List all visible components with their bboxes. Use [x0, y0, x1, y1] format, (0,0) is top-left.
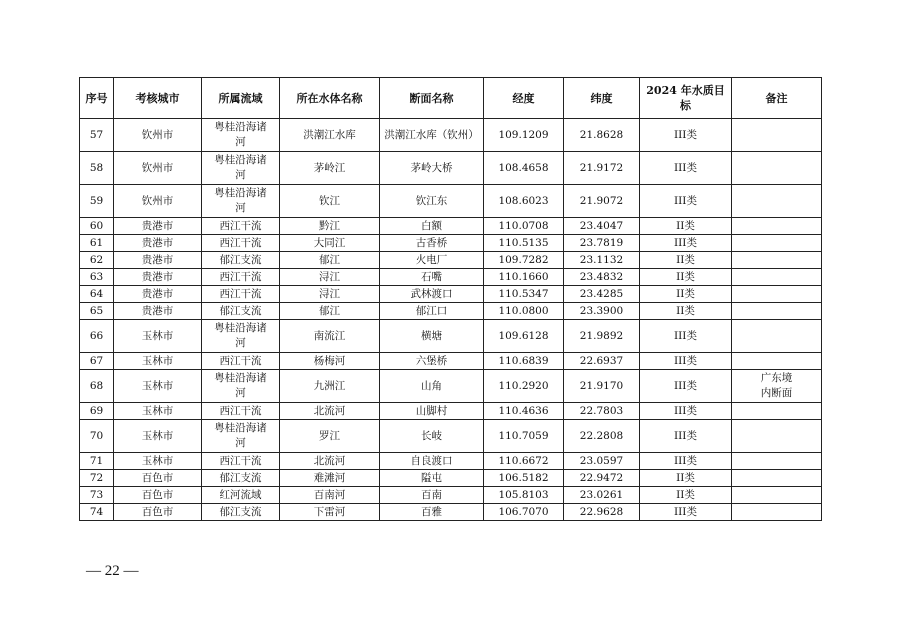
- cell-longitude: 106.5182: [484, 470, 564, 487]
- cell-water-body: 南流江: [280, 320, 380, 353]
- cell-basin: 西江干流: [202, 353, 280, 370]
- cell-seq: 65: [80, 303, 114, 320]
- table-row: [80, 353, 822, 370]
- cell-target: III类: [640, 353, 732, 370]
- cell-remark: [732, 303, 822, 320]
- table-row: [80, 269, 822, 286]
- cell-city: 玉林市: [114, 320, 202, 353]
- cell-longitude: 106.7070: [484, 504, 564, 521]
- cell-latitude: 22.9472: [564, 470, 640, 487]
- cell-water-body: 黔江: [280, 218, 380, 235]
- cell-city: 贵港市: [114, 286, 202, 303]
- cell-basin: 粤桂沿海诸 河: [202, 152, 280, 185]
- cell-latitude: 23.3900: [564, 303, 640, 320]
- cell-latitude: 23.0597: [564, 453, 640, 470]
- cell-latitude: 23.0261: [564, 487, 640, 504]
- cell-longitude: 108.4658: [484, 152, 564, 185]
- cell-basin: 郁江支流: [202, 252, 280, 269]
- cell-latitude: 23.7819: [564, 235, 640, 252]
- cell-longitude: 110.2920: [484, 370, 564, 403]
- cell-city: 钦州市: [114, 119, 202, 152]
- table-row: [80, 504, 822, 521]
- cell-city: 玉林市: [114, 403, 202, 420]
- cell-section: 郁江口: [380, 303, 484, 320]
- cell-remark: [732, 235, 822, 252]
- water-quality-table: [79, 77, 822, 521]
- cell-basin: 郁江支流: [202, 303, 280, 320]
- table-row: [80, 303, 822, 320]
- cell-basin: 西江干流: [202, 403, 280, 420]
- cell-target: III类: [640, 504, 732, 521]
- cell-longitude: 109.6128: [484, 320, 564, 353]
- cell-city: 贵港市: [114, 218, 202, 235]
- cell-seq: 59: [80, 185, 114, 218]
- cell-section: 长岐: [380, 420, 484, 453]
- cell-water-body: 北流河: [280, 403, 380, 420]
- table-row: [80, 470, 822, 487]
- cell-seq: 57: [80, 119, 114, 152]
- page-number: — 22 —: [86, 563, 139, 579]
- cell-remark: [732, 218, 822, 235]
- cell-basin: 西江干流: [202, 453, 280, 470]
- table-row: [80, 218, 822, 235]
- cell-longitude: 110.6839: [484, 353, 564, 370]
- cell-seq: 60: [80, 218, 114, 235]
- cell-basin: 粤桂沿海诸 河: [202, 370, 280, 403]
- cell-basin: 粤桂沿海诸 河: [202, 420, 280, 453]
- cell-target: III类: [640, 235, 732, 252]
- cell-city: 玉林市: [114, 453, 202, 470]
- cell-water-body: 杨梅河: [280, 353, 380, 370]
- table-row: [80, 286, 822, 303]
- cell-section: 古香桥: [380, 235, 484, 252]
- cell-remark: [732, 470, 822, 487]
- header-remark: 备注: [732, 78, 822, 119]
- cell-city: 玉林市: [114, 420, 202, 453]
- cell-target: III类: [640, 320, 732, 353]
- cell-section: 百雅: [380, 504, 484, 521]
- cell-basin: 郁江支流: [202, 470, 280, 487]
- cell-seq: 68: [80, 370, 114, 403]
- cell-section: 洪潮江水库（钦州）: [380, 119, 484, 152]
- cell-longitude: 110.7059: [484, 420, 564, 453]
- cell-remark: [732, 252, 822, 269]
- cell-longitude: 110.0800: [484, 303, 564, 320]
- cell-longitude: 110.6672: [484, 453, 564, 470]
- table-row: [80, 453, 822, 470]
- cell-target: III类: [640, 119, 732, 152]
- table-row: [80, 252, 822, 269]
- cell-seq: 71: [80, 453, 114, 470]
- cell-target: III类: [640, 453, 732, 470]
- cell-longitude: 110.5135: [484, 235, 564, 252]
- cell-longitude: 110.1660: [484, 269, 564, 286]
- cell-city: 百色市: [114, 504, 202, 521]
- cell-water-body: 郁江: [280, 303, 380, 320]
- cell-water-body: 浔江: [280, 269, 380, 286]
- cell-latitude: 22.6937: [564, 353, 640, 370]
- cell-section: 横塘: [380, 320, 484, 353]
- cell-section: 茅岭大桥: [380, 152, 484, 185]
- cell-latitude: 21.9172: [564, 152, 640, 185]
- cell-target: III类: [640, 420, 732, 453]
- cell-city: 钦州市: [114, 152, 202, 185]
- cell-seq: 63: [80, 269, 114, 286]
- cell-water-body: 郁江: [280, 252, 380, 269]
- cell-section: 钦江东: [380, 185, 484, 218]
- cell-water-body: 钦江: [280, 185, 380, 218]
- cell-latitude: 21.9170: [564, 370, 640, 403]
- cell-latitude: 21.9892: [564, 320, 640, 353]
- cell-remark: [732, 487, 822, 504]
- cell-seq: 74: [80, 504, 114, 521]
- table-row: [80, 119, 822, 152]
- cell-target: II类: [640, 303, 732, 320]
- header-seq: 序号: [80, 78, 114, 119]
- cell-section: 武林渡口: [380, 286, 484, 303]
- header-section: 断面名称: [380, 78, 484, 119]
- cell-target: III类: [640, 152, 732, 185]
- cell-basin: 郁江支流: [202, 504, 280, 521]
- cell-basin: 粤桂沿海诸 河: [202, 119, 280, 152]
- cell-seq: 62: [80, 252, 114, 269]
- cell-seq: 67: [80, 353, 114, 370]
- cell-remark: 广东境 内断面: [732, 370, 822, 403]
- cell-latitude: 22.9628: [564, 504, 640, 521]
- cell-remark: [732, 269, 822, 286]
- cell-section: 山脚村: [380, 403, 484, 420]
- cell-latitude: 23.4047: [564, 218, 640, 235]
- cell-city: 钦州市: [114, 185, 202, 218]
- header-city: 考核城市: [114, 78, 202, 119]
- cell-basin: 西江干流: [202, 235, 280, 252]
- cell-water-body: 罗江: [280, 420, 380, 453]
- cell-remark: [732, 286, 822, 303]
- cell-longitude: 108.6023: [484, 185, 564, 218]
- cell-water-body: 下雷河: [280, 504, 380, 521]
- header-latitude: 纬度: [564, 78, 640, 119]
- cell-city: 百色市: [114, 470, 202, 487]
- cell-target: II类: [640, 252, 732, 269]
- cell-remark: [732, 119, 822, 152]
- cell-seq: 69: [80, 403, 114, 420]
- cell-latitude: 23.4832: [564, 269, 640, 286]
- cell-water-body: 北流河: [280, 453, 380, 470]
- table-header-row: [80, 78, 822, 119]
- table-row: [80, 370, 822, 403]
- cell-water-body: 大同江: [280, 235, 380, 252]
- cell-city: 贵港市: [114, 235, 202, 252]
- cell-latitude: 21.9072: [564, 185, 640, 218]
- cell-remark: [732, 403, 822, 420]
- cell-target: II类: [640, 470, 732, 487]
- cell-city: 玉林市: [114, 370, 202, 403]
- cell-target: III类: [640, 403, 732, 420]
- cell-section: 六堡桥: [380, 353, 484, 370]
- cell-latitude: 23.4285: [564, 286, 640, 303]
- cell-section: 白额: [380, 218, 484, 235]
- table-row: [80, 420, 822, 453]
- cell-seq: 73: [80, 487, 114, 504]
- cell-longitude: 110.5347: [484, 286, 564, 303]
- table-body: [80, 119, 822, 521]
- cell-longitude: 110.4636: [484, 403, 564, 420]
- cell-target: III类: [640, 370, 732, 403]
- header-water-body: 所在水体名称: [280, 78, 380, 119]
- cell-remark: [732, 320, 822, 353]
- cell-target: II类: [640, 487, 732, 504]
- cell-remark: [732, 453, 822, 470]
- cell-city: 贵港市: [114, 303, 202, 320]
- cell-longitude: 110.0708: [484, 218, 564, 235]
- cell-water-body: 难滩河: [280, 470, 380, 487]
- cell-longitude: 109.7282: [484, 252, 564, 269]
- cell-target: II类: [640, 269, 732, 286]
- cell-section: 石嘴: [380, 269, 484, 286]
- cell-latitude: 22.7803: [564, 403, 640, 420]
- cell-city: 玉林市: [114, 353, 202, 370]
- cell-water-body: 百南河: [280, 487, 380, 504]
- cell-remark: [732, 420, 822, 453]
- cell-basin: 西江干流: [202, 269, 280, 286]
- cell-seq: 58: [80, 152, 114, 185]
- table-row: [80, 235, 822, 252]
- cell-section: 山角: [380, 370, 484, 403]
- cell-longitude: 109.1209: [484, 119, 564, 152]
- table-row: [80, 152, 822, 185]
- cell-water-body: 浔江: [280, 286, 380, 303]
- cell-remark: [732, 504, 822, 521]
- cell-basin: 粤桂沿海诸 河: [202, 185, 280, 218]
- cell-remark: [732, 152, 822, 185]
- cell-section: 百南: [380, 487, 484, 504]
- cell-basin: 粤桂沿海诸 河: [202, 320, 280, 353]
- cell-seq: 70: [80, 420, 114, 453]
- cell-target: III类: [640, 185, 732, 218]
- cell-city: 百色市: [114, 487, 202, 504]
- header-longitude: 经度: [484, 78, 564, 119]
- cell-basin: 西江干流: [202, 218, 280, 235]
- cell-seq: 72: [80, 470, 114, 487]
- cell-seq: 64: [80, 286, 114, 303]
- cell-water-body: 茅岭江: [280, 152, 380, 185]
- cell-water-body: 九洲江: [280, 370, 380, 403]
- cell-basin: 西江干流: [202, 286, 280, 303]
- cell-water-body: 洪潮江水库: [280, 119, 380, 152]
- header-basin: 所属流域: [202, 78, 280, 119]
- table-row: [80, 320, 822, 353]
- cell-latitude: 22.2808: [564, 420, 640, 453]
- table-row: [80, 185, 822, 218]
- cell-seq: 61: [80, 235, 114, 252]
- cell-section: 自良渡口: [380, 453, 484, 470]
- cell-target: II类: [640, 218, 732, 235]
- cell-remark: [732, 185, 822, 218]
- table-row: [80, 403, 822, 420]
- cell-city: 贵港市: [114, 252, 202, 269]
- cell-target: II类: [640, 286, 732, 303]
- cell-latitude: 23.1132: [564, 252, 640, 269]
- cell-section: 火电厂: [380, 252, 484, 269]
- cell-remark: [732, 353, 822, 370]
- cell-latitude: 21.8628: [564, 119, 640, 152]
- table-row: [80, 487, 822, 504]
- header-target: 2024 年水质目标: [640, 78, 732, 119]
- cell-city: 贵港市: [114, 269, 202, 286]
- cell-section: 隘屯: [380, 470, 484, 487]
- cell-seq: 66: [80, 320, 114, 353]
- cell-basin: 红河流域: [202, 487, 280, 504]
- cell-longitude: 105.8103: [484, 487, 564, 504]
